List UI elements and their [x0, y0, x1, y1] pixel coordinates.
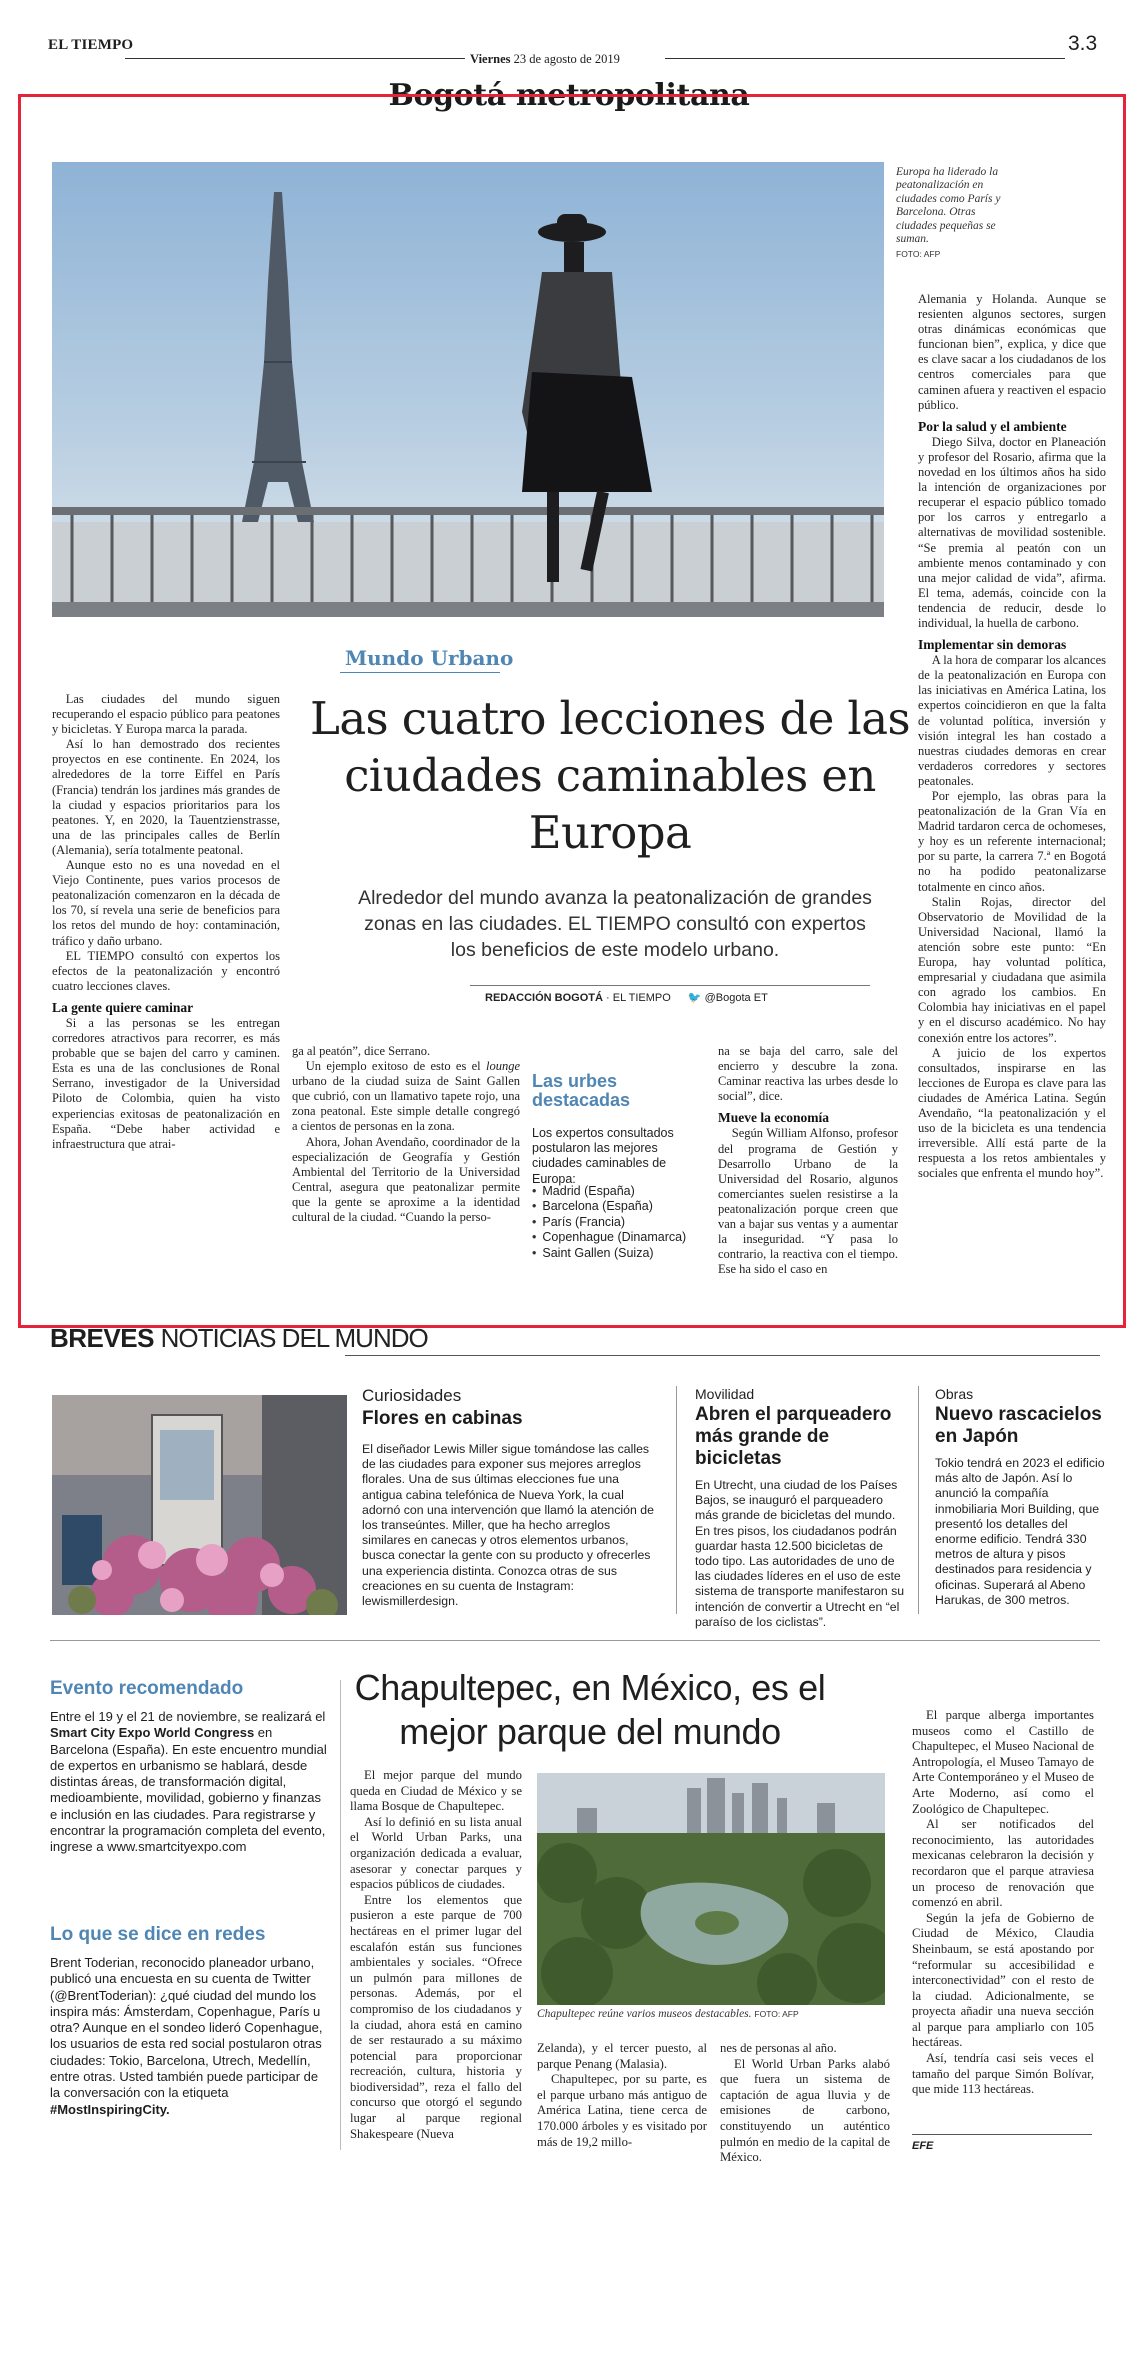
breves-rule: [345, 1355, 1100, 1356]
breve-body: Tokio tendrá en 2023 el edificio más alto de Japón. Así lo anunció la compañía inmobiliaria Mori Building, que presentó los detalles del enorme edificio. Tendrá 330 metros de altura y pisos destinados para residencia y oficinas. Superará al Abeno Harukas, de 300 metros.: [935, 1456, 1105, 1607]
breve-headline: Nuevo rascacielos en Japón: [935, 1404, 1102, 1447]
paragraph: nes de personas al año.: [720, 2041, 837, 2055]
byline-outlet: · EL TIEMPO: [602, 992, 671, 1004]
chapultepec-headline: Chapultepec, en México, es el mejor parque del mundo: [354, 1667, 826, 1752]
breve-kicker: Curiosidades: [362, 1386, 462, 1405]
paragraph: El mejor parque del mundo queda en Ciudad de México y se llama Bosque de Chapultepec.: [350, 1768, 522, 1814]
list-item: • Barcelona (España): [532, 1199, 702, 1214]
breve-body: El diseñador Lewis Miller sigue tomándose las calles de las ciudades para exponer sus mejores arreglos florales. Una de sus últimas elecciones fue una antigua cabina telefónica de Nueva York, la cual adornó con una intervención que llamó la atención de los transeúntes. Miller, que ha hecho arreglos similares en canecas y otros elementos urbanos, busca conectar la gente con su producto y ofrecerles una experiencia distinta. Conozca otras de sus creaciones en su cuenta de Instagram: lewismillerdesign.: [362, 1442, 654, 1609]
breve-kicker: Obras: [935, 1386, 974, 1402]
breves-divider: [676, 1386, 677, 1614]
paragraph: Si a las personas se les entregan corredores atractivos para recorrer, es más probable que se bajen del carro y caminen. Esta es una de las conclusiones de Ronal Serrano, investigador de la Universidad Piloto de Colombia, quien ha visto experiencias exitosas de peatonalización en España. “Debe haber actividad e infraestructura que atrai-: [52, 1015, 280, 1151]
chap-col-2: [537, 2041, 707, 2150]
paragraph: Entre los elementos que pusieron a este parque de 700 hectáreas en el primer lugar del escalafón están sus funciones ambientales y sociales. “Ofrece un pulmón para millones de personas. Además, por el compromiso de los ciudadanos y la ciudad, ahora está en camino de ser restaurado a su máximo potencial para proporcionar recreación, cultura, historia y biodiversidad”, reza el fallo del concurso que otorgó el segundo lugar al parque regional Shakespeare (Nueva: [350, 1892, 522, 2141]
evento-title: Evento recomendado: [50, 1678, 244, 1699]
paragraph: Aunque esto no es una novedad en el Viejo Continente, pues varios procesos de peatonalización comenzaron en la década de los 70, sí revela una serie de beneficios para los retos del mundo de hoy: contaminación, tráfico y daño urbano.: [52, 858, 280, 948]
paragraph: na se baja del carro, sale del encierro y descubre la zona. Caminar reactiva las urbes desde lo social”, dice.: [718, 1044, 898, 1104]
breve-flores: [362, 1386, 662, 1609]
list-item: • París (Francia): [532, 1215, 702, 1230]
masthead-rule-left: [125, 58, 465, 59]
paragraph: Zelanda), y el tercer puesto, al parque Penang (Malasia).: [537, 2041, 707, 2071]
breve-headline: Abren el parqueadero más grande de bicicletas: [695, 1404, 892, 1469]
paragraph: El parque alberga importantes museos como el Castillo de Chapultepec, el Museo Nacional de Antropología, el Museo Tamayo de Arte Contemporáneo y el Museo de Arte Moderno, así como el Zoológico de Chapultepec.: [912, 1708, 1094, 1816]
column-divider: [340, 1680, 341, 2150]
chapultepec-caption: [537, 2008, 897, 2020]
section-divider: [50, 1640, 1100, 1641]
page-number: 3.3: [1068, 32, 1098, 55]
masthead-date: [470, 52, 620, 67]
byline-twitter: @Bogota ET: [704, 992, 768, 1004]
breve-headline: Flores en cabinas: [362, 1408, 523, 1429]
text-run: urbano de la ciudad suiza de Saint Gallen que cubrió, con un llamativo tapete rojo, una zona peatonal. Este simple detalle congregó a cientos de personas en la zona.: [292, 1074, 520, 1134]
twitter-icon: 🐦: [687, 992, 702, 1004]
paragraph: Chapultepec, por su parte, es el parque urbano más antiguo de América Latina, tiene cerca de 170.000 árboles y es visitado por más de 19,2 millo-: [537, 2072, 707, 2149]
date-rest: 23 de agosto de 2019: [513, 52, 620, 66]
paragraph: El World Urban Parks alabó que fuera un sistema de captación de agua lluvia y de emisiones de carbono, constituyendo un auténtico pulmón en medio de la capital de México.: [720, 2056, 890, 2165]
sidebar-title: Las urbes destacadas: [532, 1071, 631, 1110]
subhead: Implementar sin demoras: [918, 637, 1067, 653]
breve-obras: [935, 1386, 1105, 1608]
text-run-italic: lounge: [485, 1059, 520, 1074]
text-run: Un ejemplo exitoso de esto es el: [305, 1059, 486, 1074]
text-run: Entre el 19 y el 21 de noviembre, se realizará el: [50, 1709, 326, 1724]
paragraph: A la hora de comparar los alcances de la peatonalización en Europa con las iniciativas en América Latina, los expertos coincidieron en que la falta de voluntad política, inversión y visión integral les han costado a nuestras ciudades demoras en crear verdaderos corredores y sectores peatonales.: [918, 653, 1106, 788]
text-run: Brent Toderian, reconocido planeador urbano, publicó una encuesta en su cuenta de Twitter (@BrentToderian): ¿qué ciudad del mundo los inspira más: Ámsterdam, Copenhague, París u otra? Aunque en el sondeo lideró Copenhague, los usuarios de esta red social postularon otras ciudades: Tokio, Barcelona, Utrech, Medellín, entre otras. Usted también puede participar de la conversación con la etiqueta: [50, 1955, 323, 2101]
paragraph: Stalin Rojas, director del Observatorio de Movilidad de la Universidad Nacional, llamó la atención sobre este punto: “En Europa, hay voluntad política, empresarial y ciudadana que asimila con agrado los cambios. En Colombia hay iniciativas en el papel y en el discurso académico. No hay conexión entre los actores”.: [918, 894, 1106, 1045]
paragraph: Así lo definió en su lista anual el World Urban Parks, una organización dedicada a evaluar, asesorar y conectar parques y espacios públicos de ciudades.: [350, 1814, 522, 1892]
masthead-logo: EL TIEMPO: [48, 37, 134, 53]
paragraph: Las ciudades del mundo siguen recuperando el espacio público para peatones y bicicletas. Y Europa marca la parada.: [52, 692, 280, 737]
byline-author: REDACCIÓN BOGOTÁ: [485, 992, 603, 1004]
chap-col-1: [350, 1768, 522, 2142]
subhead: Mueve la economía: [718, 1110, 829, 1126]
agency-credit: EFE: [912, 2140, 934, 2152]
chapultepec-photo: [537, 1773, 885, 2005]
subhead: La gente quiere caminar: [52, 999, 194, 1015]
redes-body: [50, 1955, 328, 2118]
hero-credit: FOTO: AFP: [896, 249, 941, 260]
breve-kicker: Movilidad: [695, 1386, 755, 1402]
caption-credit: FOTO: AFP: [754, 2009, 799, 2019]
caption-text: Chapultepec reúne varios museos destacables.: [537, 2008, 752, 2020]
text-run: en Barcelona (España). En este encuentro mundial de expertos en urbanismo se hablará, desde distintas áreas, de transformación digital, medioambiente, movilidad, gobierno y finanzas e inclusión en las ciudades. Para registrarse y encontrar la programación completa del evento, ingrese a www.smartcityexpo.com: [50, 1725, 327, 1855]
paragraph: Así lo han demostrado dos recientes proyectos en ese continente. En 2024, los alrededores de la torre Eiffel en París (Francia) tendrán los jardines más grandes de la ciudad y espacios prioritarios para los peatones. Y, en 2020, la Tauentzienstrasse, una de las principales calles de Berlín (Alemania), sería totalmente peatonal.: [52, 737, 280, 857]
main-headline: Las cuatro lecciones de las ciudades caminables en Europa: [310, 692, 910, 859]
text-run-bold: #MostInspiringCity.: [50, 2101, 170, 2117]
paragraph: Por ejemplo, las obras para la peatonalización de la Gran Vía en Madrid tardaron cerca de ochomeses, y hoy es un referente internacional; por su parte, la carrera 7.ª en Bogotá no ha podido peatonalizarse totalmente en cinco años.: [918, 789, 1106, 894]
hero-caption-text: Europa ha liderado la peatonalización en ciudades como París y Barcelona. Otras ciudades pequeñas se suman.: [896, 166, 1001, 246]
highlight-frame: [18, 94, 1126, 1328]
breves-title-thin: NOTICIAS DEL MUNDO: [160, 1323, 428, 1353]
breves-title-bold: BREVES: [50, 1323, 154, 1353]
breve-movilidad: [695, 1386, 907, 1630]
redes-title: Lo que se dice en redes: [50, 1924, 266, 1945]
subhead: Por la salud y el ambiente: [918, 418, 1067, 434]
paragraph: Según la jefa de Gobierno de Ciudad de México, Claudia Sheinbaum, se está apostando por “reformular su accesibilidad e interconectividad” con el resto de la ciudad. Adicionalmente, se proyecta añadir una nueva sección al parque para ampliarlo con 105 hectáreas.: [912, 1910, 1094, 2050]
date-day: Viernes: [470, 52, 511, 66]
chap-col-4: [912, 1708, 1094, 2098]
masthead-rule-right: [665, 58, 1065, 59]
paragraph: Alemania y Holanda. Aunque se resienten algunos sectores, surgen otras dinámicas económicas que funcionan bien”, explica, y dice que es clave sacar a los ciudadanos de los centros comerciales para que caminen afuera y reactiven el espacio público.: [918, 292, 1106, 412]
chap-col-3: [720, 2041, 890, 2166]
paragraph: Al ser notificados del reconocimiento, las autoridades mexicanas celebraron la decisión y recordaron que el parque atraviesa un proceso de renovación que comenzó en abril.: [912, 1817, 1094, 1910]
paragraph: Así, tendría casi seis veces el tamaño del parque Simón Bolívar, que mide 113 hectáreas.: [912, 2051, 1094, 2097]
main-lede: Alrededor del mundo avanza la peatonalización de grandes zonas en las ciudades. EL TIEMPO consultó con expertos los beneficios de este modelo urbano.: [358, 887, 872, 961]
paragraph: Según William Alfonso, profesor del programa de Gestión y Desarrollo Urbano de la Universidad del Rosario, algunos comerciantes suelen resistirse a la peatonalización porque creen que van a bajar sus ventas y a aumentar la inseguridad. “Y pasa lo contrario, la reactiva con el tiempo. Ese ha sido el caso en: [718, 1126, 898, 1277]
agency-rule: [912, 2134, 1092, 2135]
list-item: • Madrid (España): [532, 1184, 702, 1199]
main-kicker: Mundo Urbano: [345, 646, 514, 670]
paragraph: A juicio de los expertos consultados, inspirarse en las lecciones de Europa es clave para las ciudades de América Latina. Según Avendaño, “la peatonalización y el uso de la bicicleta es una tendencia irreversible. Allí está parte de la respuesta a los retos ambientales y sociales que enfrenta el mundo hoy”.: [918, 1045, 1106, 1181]
sidebar-intro: Los expertos consultados postularon las mejores ciudades caminables de Europa:: [532, 1126, 674, 1186]
paragraph: Diego Silva, doctor en Planeación y profesor del Rosario, afirma que la novedad en los últimos años ha sido la intención de organizaciones por recuperar el espacio público tomado por los carros y entregarlo a alternativas de movilidad sostenible. “Se premia al peatón con un ambiente menos contaminado y con una mejor calidad de vida”, afirma. El tema, además, coincide con la tendencia de reducir, desde lo individual, la huella de carbono.: [918, 434, 1106, 630]
list-item: • Saint Gallen (Suiza): [532, 1246, 702, 1261]
paragraph: EL TIEMPO consultó con expertos los efectos de la peatonalización y encontró cuatro lecciones claves.: [52, 948, 280, 993]
section-title: Bogotá metropolitana: [388, 78, 750, 113]
evento-body: [50, 1709, 328, 1856]
paragraph: ga al peatón”, dice Serrano.: [292, 1044, 431, 1058]
breves-title: [50, 1323, 428, 1354]
breve-body: En Utrecht, una ciudad de los Países Bajos, se inauguró el parqueadero más grande de bicicletas del mundo. En tres pisos, los ciudadanos podrán guardar hasta 12.500 bicicletas de todo tipo. Las autoridades de uno de las ciudades líderes en el uso de este sistema de transporte manifestaron su intención de convertir a Utrecht en “el paraíso de los ciclistas”.: [695, 1478, 905, 1629]
breves-divider: [918, 1386, 919, 1614]
flores-photo: [52, 1395, 347, 1615]
list-item: • Copenhague (Dinamarca): [532, 1230, 702, 1245]
text-run-bold: Smart City Expo World Congress: [50, 1725, 255, 1741]
paragraph: Ahora, Johan Avendaño, coordinador de la especialización de Geografía y Gestión Ambiental del Territorio de la Universidad Central, asegura que peatonalizar permite que la gente se aproxime a la identidad cultural de la ciudad. “Cuando la perso-: [292, 1134, 520, 1225]
